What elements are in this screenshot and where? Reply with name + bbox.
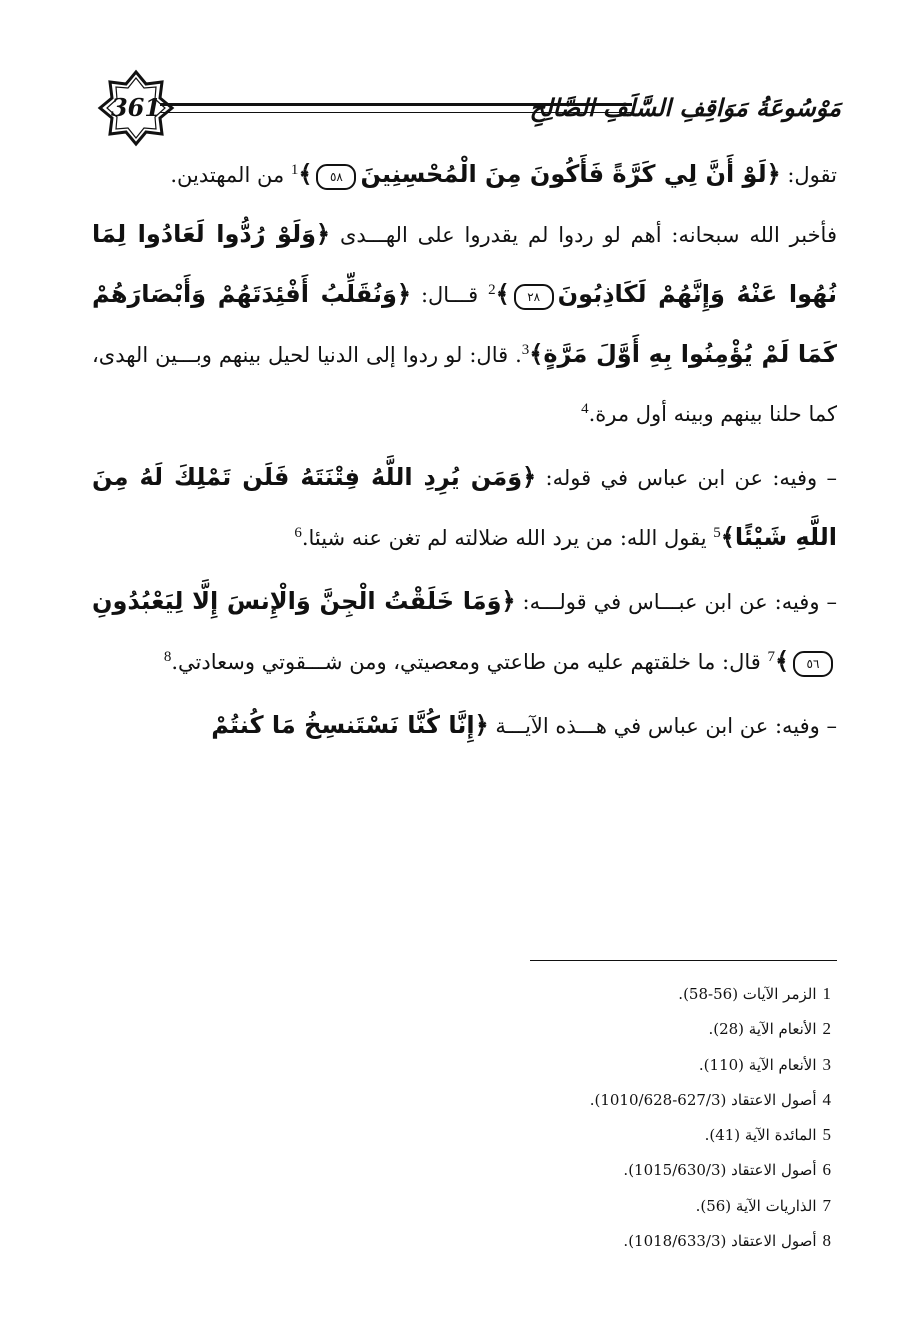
footnote-ref: 6 (294, 525, 302, 541)
footnote-number: 1 (822, 984, 831, 1003)
footnote-item (271, 1117, 831, 1152)
footnote-ref: 4 (581, 401, 589, 417)
paragraph-text: قـــال: (411, 283, 489, 307)
main-text (92, 145, 837, 756)
footnote-ref: 5 (713, 525, 721, 541)
paragraph-text: تقول: (780, 163, 837, 187)
footnote-ref: 8 (163, 649, 172, 665)
footnote-number: 7 (822, 1195, 831, 1215)
footnote-item (271, 1188, 831, 1223)
quran-close-brace: ﴾ (298, 160, 313, 188)
footnote-number: 2 (822, 1019, 831, 1039)
paragraph-text: من المهتدين. (170, 163, 291, 187)
paragraph-2 (92, 205, 837, 444)
paragraph-3 (92, 448, 837, 568)
verse-number-marker: ٢٨ (514, 284, 554, 310)
footnote-number: 3 (822, 1054, 831, 1074)
paragraph-5 (92, 696, 837, 756)
paragraph-text: يقول الله: من يرد الله ضلالته لم تغن عنه شيئا. (301, 526, 714, 550)
footnote-text: الذاريات الآية (56). (695, 1196, 817, 1215)
paragraph-text: قال: ما خلقتهم عليه من طاعتي ومعصيتي، ومن شـــقوتي وسعادتي. (171, 650, 768, 674)
quran-verse: ﴿إِنَّا كُنَّا نَسْتَنسِخُ مَا كُنتُمْ (211, 711, 489, 739)
footnote-item (271, 976, 831, 1011)
footnote-separator (530, 960, 837, 961)
footnote-text: الأنعام الآية (28). (708, 1020, 817, 1039)
paragraph-text: – وفيه: عن ابن عباس في قوله: (536, 466, 838, 490)
footnote-ref: 3 (521, 342, 530, 358)
footnote-text: أصول الاعتقاد (1015/630/3). (623, 1161, 817, 1180)
footnote-text: الأنعام الآية (110). (698, 1055, 817, 1074)
footnote-item (271, 1082, 831, 1117)
quran-verse: ﴿لَوْ أَنَّ لِي كَرَّةً فَأَكُونَ مِنَ الْمُحْسِنِينَ (360, 160, 781, 188)
quran-verse: ﴿وَمَا خَلَقْتُ الْجِنَّ وَالْإِنسَ إِلَّا لِيَعْبُدُونِ (92, 587, 516, 615)
paragraph-4 (92, 572, 837, 692)
footnote-ref: 2 (488, 282, 496, 298)
footnote-text: أصول الاعتقاد (1018/633/3). (623, 1232, 817, 1251)
footnote-item (271, 1047, 831, 1082)
footnote-item (271, 1223, 831, 1258)
footnote-text: الزمر الآيات (56-58). (678, 985, 817, 1003)
footnote-number: 4 (822, 1089, 831, 1109)
footnotes (271, 976, 831, 1258)
footnote-text: المائدة الآية (41). (704, 1126, 817, 1145)
quran-close-brace: ﴾ (495, 280, 510, 308)
quran-verse: ﴿وَنُقَلِّبُ أَفْئِدَتَهُمْ وَأَبْصَارَهُمْ كَمَا لَمْ يُؤْمِنُوا بِهِ أَوَّلَ مَرَّةٍ﴾ (92, 280, 837, 368)
paragraph-text: فأخبر الله سبحانه: أهم لو ردوا لم يقدروا على الهـــدى (330, 223, 837, 247)
series-title: مَوْسُوعَةُ مَوَاقِفِ السَّلَفِ الصَّالِحِ (529, 93, 841, 122)
verse-number-marker: ٥٨ (316, 164, 356, 190)
footnote-number: 8 (822, 1231, 831, 1251)
footnote-text: أصول الاعتقاد (627/3-1010/628). (589, 1090, 817, 1109)
footnote-ref: 1 (290, 162, 299, 178)
paragraph-text: . قال: لو ردوا إلى الدنيا لحيل بينهم وبـــين الهدى، كما حلنا بينهم وبينه أول مرة. (92, 343, 837, 426)
footnote-number: 6 (822, 1160, 831, 1180)
footnote-ref: 7 (767, 649, 775, 665)
page-number: 361 (110, 93, 162, 122)
page-header (96, 68, 841, 148)
footnote-item (271, 1011, 831, 1046)
quran-close-brace: ﴾ (774, 647, 789, 675)
footnote-item (271, 1152, 831, 1187)
footnote-number: 5 (822, 1125, 831, 1145)
paragraph-text: – وفيه: عن ابن عباس في هـــذه الآيـــة (488, 714, 837, 738)
paragraph-1 (92, 145, 837, 205)
verse-number-marker: ٥٦ (793, 651, 833, 677)
quran-verse: ﴿وَمَن يُرِدِ اللَّهُ فِتْنَتَهُ فَلَن تَمْلِكَ لَهُ مِنَ اللَّهِ شَيْئًا﴾ (92, 463, 837, 551)
quran-verse: ﴿وَلَوْ رُدُّوا لَعَادُوا لِمَا نُهُوا عَنْهُ وَإِنَّهُمْ لَكَاذِبُونَ (92, 220, 837, 308)
paragraph-text: – وفيه: عن ابن عبـــاس في قولـــه: (515, 590, 837, 614)
